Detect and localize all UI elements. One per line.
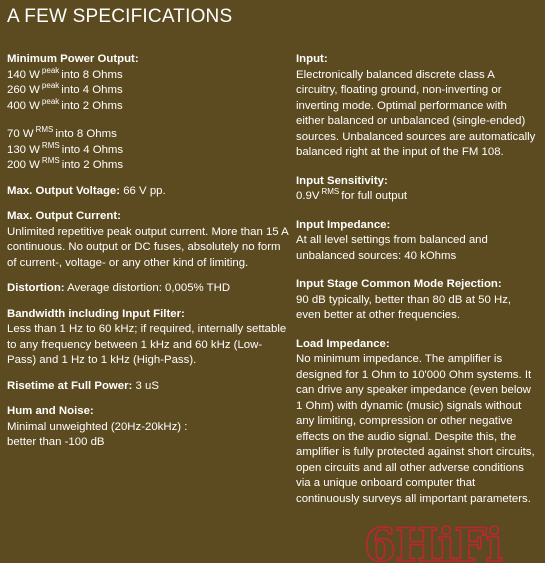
- rms-rest: into 8 Ohms: [55, 128, 117, 140]
- max-voltage-label: Max. Output Voltage:: [7, 184, 121, 197]
- input-section: [296, 52, 538, 161]
- rms-value: 130 W: [7, 143, 40, 156]
- max-voltage-section: [7, 184, 289, 200]
- left-spec-column: [7, 52, 289, 461]
- hum-noise-heading: Hum and Noise:: [7, 405, 94, 417]
- cmr-section: [296, 277, 538, 324]
- max-current-text: Unlimited repetitive peak output current. More than 15 A continuous. No output or DC fuses, absolutely no form of current-, voltage- or any other kind of limiting.: [7, 225, 289, 269]
- min-power-heading: Minimum Power Output:: [7, 53, 139, 65]
- sensitivity-sup: RMS: [321, 187, 340, 196]
- peak-value: 260 W: [7, 84, 40, 96]
- hum-noise-line: Minimal unweighted (20Hz-20kHz) :: [7, 420, 188, 433]
- peak-sup: peak: [41, 96, 60, 106]
- peak-sup: peak: [41, 81, 60, 90]
- rms-rest: into 4 Ohms: [61, 143, 124, 156]
- cmr-heading: Input Stage Common Mode Rejection:: [296, 278, 502, 290]
- cmr-text: 90 dB typically, better than 80 dB at 50 Hz, even better at other frequencies.: [296, 293, 512, 321]
- max-voltage-value: 66 V pp.: [120, 184, 166, 197]
- peak-rest: into 4 Ohms: [61, 84, 123, 96]
- rms-sup: RMS: [41, 140, 60, 150]
- hum-noise-section: [7, 404, 289, 451]
- sensitivity-section: [296, 174, 538, 205]
- impedance-heading: Input Impedance:: [296, 218, 391, 231]
- watermark-logo-icon: [360, 515, 525, 563]
- rms-value: 200 W: [7, 159, 40, 171]
- max-current-section: [7, 209, 289, 271]
- peak-line: [7, 96, 289, 115]
- rms-value: 70 W: [7, 128, 34, 140]
- bandwidth-heading: Bandwidth including Input Filter:: [7, 307, 185, 320]
- peak-value: 140 W: [7, 68, 40, 81]
- peak-value: 400 W: [7, 99, 40, 112]
- sensitivity-value: 0.9V: [296, 190, 320, 202]
- page-title: A FEW SPECIFICATIONS: [7, 6, 233, 27]
- impedance-section: [296, 218, 538, 265]
- peak-rest: into 2 Ohms: [61, 99, 123, 112]
- sensitivity-heading: Input Sensitivity:: [296, 174, 388, 187]
- load-text: No minimum impedance. The amplifier is designed for 1 Ohm to 10'000 Ohm systems. It can drive any speaker impedance (even below 1 Ohm) with dynamic (music) signals without any limiting, compression or other negative effects on the audio signal. Despite this, the amplifier is fully protected against short circuits, open circuits and all other adverse conditions via a unique onboard computer that continuously surveys all important parameters.: [296, 353, 535, 505]
- input-heading: Input:: [296, 53, 328, 65]
- risetime-value: 3 uS: [132, 379, 159, 392]
- peak-rest: into 8 Ohms: [61, 68, 123, 81]
- risetime-label: Risetime at Full Power:: [7, 379, 133, 392]
- max-current-heading: Max. Output Current:: [7, 210, 121, 222]
- load-section: [296, 337, 538, 508]
- bandwidth-section: [7, 307, 289, 369]
- distortion-value: Average distortion: 0,005% THD: [64, 282, 231, 294]
- distortion-label: Distortion:: [7, 282, 65, 294]
- rms-sup: RMS: [35, 125, 54, 134]
- input-text: Electronically balanced discrete class A circuitry, floating ground, non-inverting or inverting mode. Optimal performance with either balanced or unbalanced (single-ended) sources. Unbalanced sources are automatically balanced right at the input of the FM 108.: [296, 68, 536, 158]
- sensitivity-line: [296, 189, 538, 205]
- rms-sup: RMS: [41, 156, 60, 165]
- load-heading: Load Impedance:: [296, 337, 390, 350]
- impedance-text: At all level settings from balanced and unbalanced sources: 40 kOhms: [296, 234, 488, 262]
- watermark-text: 6HiFi: [364, 518, 503, 563]
- rms-rest: into 2 Ohms: [61, 159, 124, 171]
- risetime-section: [7, 379, 289, 395]
- sensitivity-rest: for full output: [341, 190, 408, 202]
- bandwidth-text: Less than 1 Hz to 60 kHz; if required, internally settable to any frequency between 1 kHz and 60 kHz (Low-Pass) and 1 Hz to 1 kHz (High-Pass).: [7, 323, 287, 366]
- rms-line: [7, 158, 289, 174]
- distortion-section: [7, 281, 289, 297]
- peak-sup: peak: [41, 65, 60, 75]
- right-spec-column: [296, 52, 538, 517]
- min-power-section: [7, 52, 289, 174]
- hum-noise-line: better than -100 dB: [7, 436, 105, 448]
